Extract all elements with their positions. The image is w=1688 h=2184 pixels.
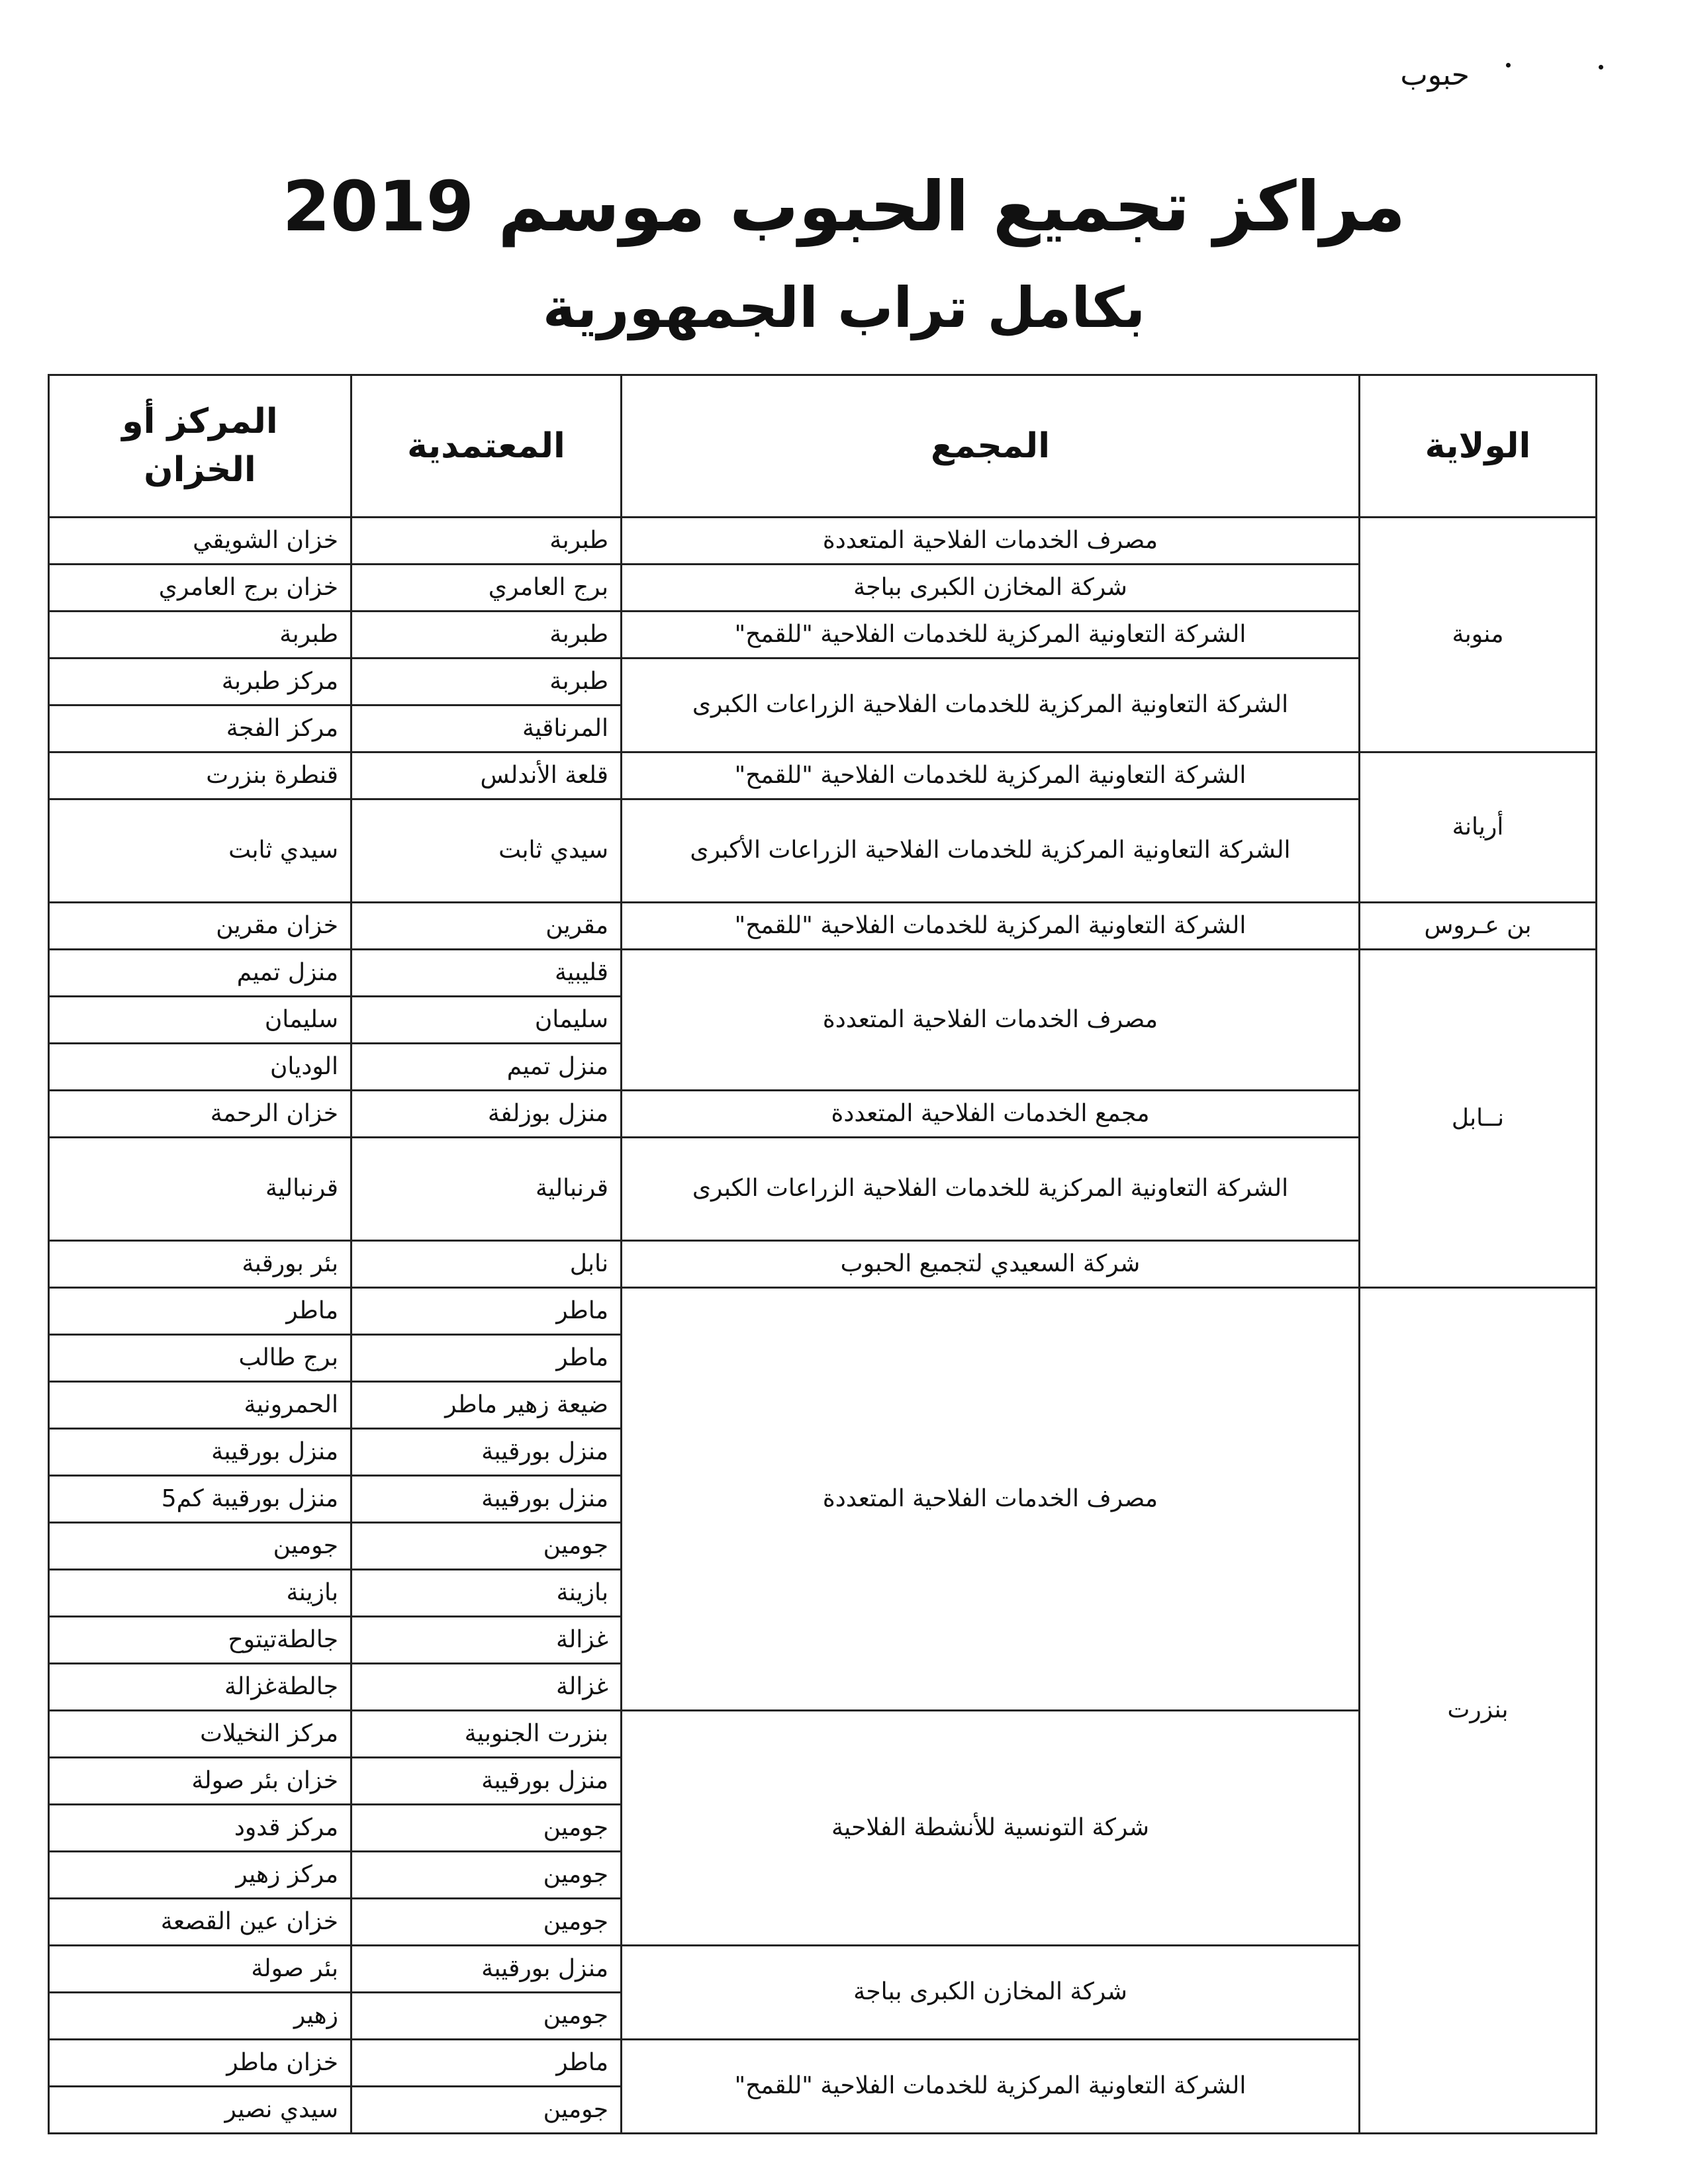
delegation-cell: جومين	[352, 1899, 622, 1946]
collector-cell: مصرف الخدمات الفلاحية المتعددة	[622, 518, 1360, 565]
delegation-cell: برج العامري	[352, 565, 622, 612]
table-row	[49, 752, 1597, 799]
header-collector: المجمع	[622, 375, 1360, 518]
scan-dot-right	[1599, 65, 1603, 69]
collector-cell: شركة السعيدي لتجميع الحبوب	[622, 1241, 1360, 1288]
center-cell: قرنبالية	[49, 1138, 352, 1241]
center-cell: سيدي نصير	[49, 2087, 352, 2134]
delegation-cell: قرنبالية	[352, 1138, 622, 1241]
collector-cell: شركة المخازن الكبرى بباجة	[622, 1946, 1360, 2040]
center-cell: بازينة	[49, 1570, 352, 1617]
delegation-cell: طبربة	[352, 612, 622, 659]
governorate-cell: بنزرت	[1360, 1288, 1597, 2134]
collector-cell: الشركة التعاونية المركزية للخدمات الفلاحية "للقمح"	[622, 612, 1360, 659]
page-title: مراكز تجميع الحبوب موسم 2019	[282, 166, 1406, 247]
center-cell: خزان بئر صولة	[49, 1758, 352, 1805]
delegation-cell: جومين	[352, 1852, 622, 1899]
center-cell: جالطةغزالة	[49, 1664, 352, 1711]
center-cell: بئر بورقبة	[49, 1241, 352, 1288]
table-row	[49, 903, 1597, 950]
governorate-cell: منوبة	[1360, 518, 1597, 752]
delegation-cell: غزالة	[352, 1664, 622, 1711]
delegation-cell: مقرين	[352, 903, 622, 950]
collector-cell: شركة التونسية للأنشطة الفلاحية	[622, 1711, 1360, 1946]
page-subtitle: بكامل تراب الجمهورية	[542, 275, 1146, 340]
center-cell: مركز زهير	[49, 1852, 352, 1899]
center-cell: مركز طبربة	[49, 659, 352, 705]
collector-cell: الشركة التعاونية المركزية للخدمات الفلاحية الزراعات الكبرى	[622, 1138, 1360, 1241]
governorate-cell: بن عـروس	[1360, 903, 1597, 950]
center-cell: الحمرونية	[49, 1382, 352, 1429]
delegation-cell: جومين	[352, 1993, 622, 2040]
center-cell: خزان مقرين	[49, 903, 352, 950]
table-header-row	[49, 375, 1597, 518]
collector-cell: مصرف الخدمات الفلاحية المتعددة	[622, 950, 1360, 1091]
governorate-cell: نــابل	[1360, 950, 1597, 1288]
table-row	[49, 1288, 1597, 1335]
collector-cell: الشركة التعاونية المركزية للخدمات الفلاحية الزراعات الكبرى	[622, 659, 1360, 752]
document-tag: حبوب	[1400, 58, 1470, 92]
delegation-cell: المرناقية	[352, 705, 622, 752]
delegation-cell: منزل بورقيبة	[352, 1429, 622, 1476]
center-cell: خزان برج العامري	[49, 565, 352, 612]
collector-cell: مصرف الخدمات الفلاحية المتعددة	[622, 1288, 1360, 1711]
delegation-cell: سيدي ثابت	[352, 799, 622, 903]
center-cell: سيدي ثابت	[49, 799, 352, 903]
delegation-cell: ماطر	[352, 1288, 622, 1335]
collector-cell: الشركة التعاونية المركزية للخدمات الفلاحية الزراعات الأكبرى	[622, 799, 1360, 903]
delegation-cell: بازينة	[352, 1570, 622, 1617]
collector-cell: مجمع الخدمات الفلاحية المتعددة	[622, 1091, 1360, 1138]
delegation-cell: نابل	[352, 1241, 622, 1288]
delegation-cell: منزل تميم	[352, 1044, 622, 1091]
center-cell: منزل بورقيبة كم5	[49, 1476, 352, 1523]
center-cell: الوديان	[49, 1044, 352, 1091]
collection-centers-table	[48, 374, 1597, 2134]
delegation-cell: طبربة	[352, 518, 622, 565]
center-cell: قنطرة بنزرت	[49, 752, 352, 799]
delegation-cell: قلعة الأندلس	[352, 752, 622, 799]
collector-cell: الشركة التعاونية المركزية للخدمات الفلاحية "للقمح"	[622, 752, 1360, 799]
table-row	[49, 950, 1597, 997]
delegation-cell: منزل بورقيبة	[352, 1476, 622, 1523]
center-cell: جومين	[49, 1523, 352, 1570]
delegation-cell: ماطر	[352, 1335, 622, 1382]
delegation-cell: جومين	[352, 1805, 622, 1852]
center-cell: ماطر	[49, 1288, 352, 1335]
center-cell: مركز الفجة	[49, 705, 352, 752]
delegation-cell: سليمان	[352, 997, 622, 1044]
center-cell: خزان ماطر	[49, 2040, 352, 2087]
center-cell: مركز النخيلات	[49, 1711, 352, 1758]
delegation-cell: بنزرت الجنوبية	[352, 1711, 622, 1758]
delegation-cell: جومين	[352, 1523, 622, 1570]
governorate-cell: أريانة	[1360, 752, 1597, 903]
delegation-cell: ماطر	[352, 2040, 622, 2087]
delegation-cell: جومين	[352, 2087, 622, 2134]
header-governorate: الولاية	[1360, 375, 1597, 518]
delegation-cell: منزل بورقيبة	[352, 1946, 622, 1993]
center-cell: جالطةتيتوح	[49, 1617, 352, 1664]
table-row	[49, 518, 1597, 565]
delegation-cell: منزل بوزلفة	[352, 1091, 622, 1138]
header-center: المركز أو الخزان	[49, 375, 352, 518]
center-cell: منزل تميم	[49, 950, 352, 997]
center-cell: بئر صولة	[49, 1946, 352, 1993]
center-cell: زهير	[49, 1993, 352, 2040]
center-cell: خزان الرحمة	[49, 1091, 352, 1138]
table-body	[49, 518, 1597, 2134]
collector-cell: الشركة التعاونية المركزية للخدمات الفلاحية "للقمح"	[622, 2040, 1360, 2134]
delegation-cell: قليبية	[352, 950, 622, 997]
center-cell: منزل بورقيبة	[49, 1429, 352, 1476]
header-delegation: المعتمدية	[352, 375, 622, 518]
center-cell: مركز قدود	[49, 1805, 352, 1852]
center-cell: طبربة	[49, 612, 352, 659]
collector-cell: شركة المخازن الكبرى بباجة	[622, 565, 1360, 612]
center-cell: سليمان	[49, 997, 352, 1044]
delegation-cell: طبربة	[352, 659, 622, 705]
scan-dot-left	[1506, 63, 1511, 68]
delegation-cell: غزالة	[352, 1617, 622, 1664]
delegation-cell: ضيعة زهير ماطر	[352, 1382, 622, 1429]
collector-cell: الشركة التعاونية المركزية للخدمات الفلاحية "للقمح"	[622, 903, 1360, 950]
center-cell: برج طالب	[49, 1335, 352, 1382]
delegation-cell: منزل بورقيبة	[352, 1758, 622, 1805]
center-cell: خزان عين القصعة	[49, 1899, 352, 1946]
center-cell: خزان الشويقي	[49, 518, 352, 565]
